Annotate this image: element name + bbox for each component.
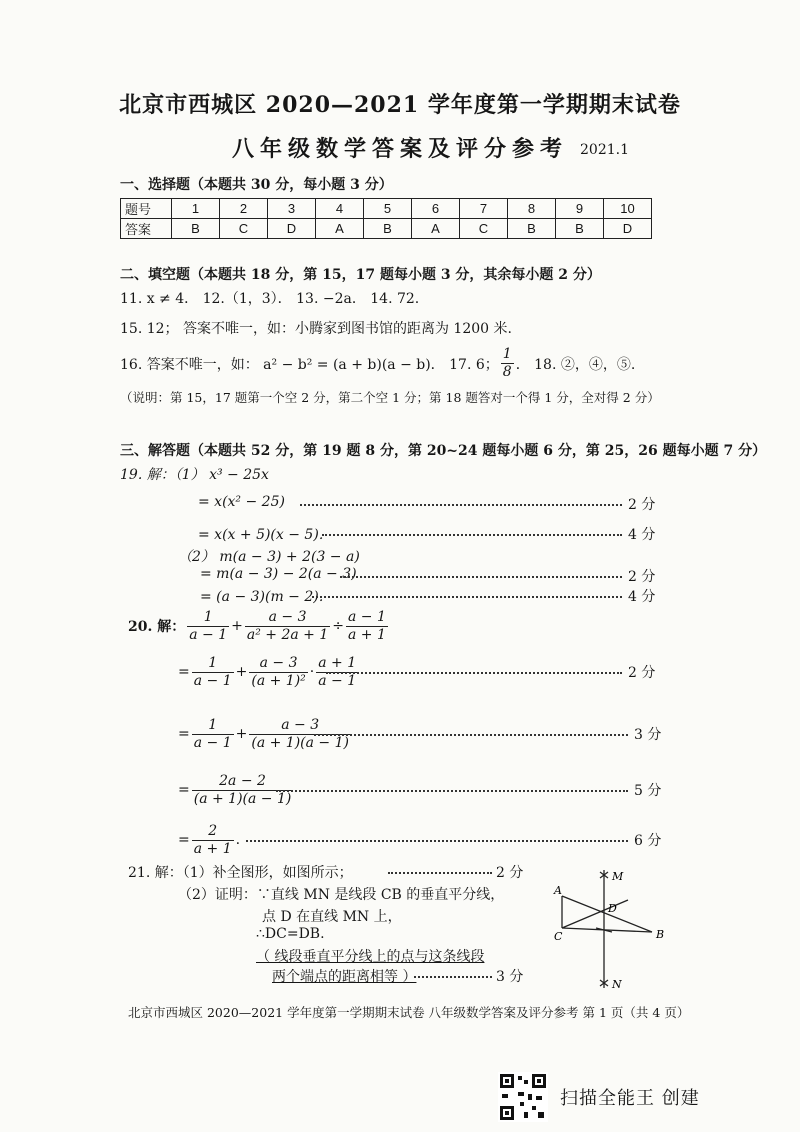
- fraction-numerator: a − 3: [259, 654, 298, 671]
- segment-ab: [562, 896, 652, 932]
- q19-part2: （2） m(a − 3) + 2(3 − a): [178, 549, 360, 565]
- label-n: N: [612, 978, 622, 991]
- table-cell: 4: [316, 199, 364, 219]
- table-cell: B: [508, 219, 556, 239]
- table-cell: D: [268, 219, 316, 239]
- fraction-denominator: 8: [502, 364, 512, 380]
- q20-expression: [128, 606, 390, 646]
- fraction-numerator: 2: [208, 822, 218, 839]
- q21-line1: 21. 解：（1）补全图形，如图所示；: [128, 865, 353, 881]
- score-leader: [300, 504, 622, 508]
- score-label: 3 分: [634, 727, 662, 743]
- table-cell: 3: [268, 199, 316, 219]
- table-cell: 6: [412, 199, 460, 219]
- score-leader: [322, 534, 622, 538]
- table-row-label: 答案: [121, 219, 172, 239]
- table-cell: 9: [556, 199, 604, 219]
- table-row-answers: [121, 219, 652, 239]
- table-cell: D: [604, 219, 652, 239]
- divide-sign: ÷: [332, 618, 344, 634]
- fraction-numerator: a + 1: [318, 654, 357, 671]
- section3-heading: 三、解答题（本题共 52 分，第 19 题 8 分，第 20~24 题每小题 6 分，第 25，26 题每小题 7 分）: [120, 443, 767, 459]
- table-cell: 2: [220, 199, 268, 219]
- q20-label: 20. 解：: [128, 619, 186, 635]
- q19-step2: = x(x + 5)(x − 5)．: [198, 527, 333, 543]
- table-row-numbers: [121, 199, 652, 219]
- fraction: [249, 655, 307, 690]
- label-b: B: [656, 928, 665, 941]
- section2-heading: 二、填空题（本题共 18 分，第 15，17 题每小题 3 分，其余每小题 2 分）: [120, 267, 601, 283]
- page-title: 北京市西城区 2020—2021 学年度第一学期期末试卷: [119, 92, 681, 118]
- table-cell: B: [556, 219, 604, 239]
- fraction: [187, 609, 229, 644]
- equals-sign: =: [178, 726, 190, 742]
- section1-heading: 一、选择题（本题共 30 分，每小题 3 分）: [120, 177, 393, 193]
- score-leader: [414, 976, 492, 980]
- period-sign: .: [235, 832, 241, 848]
- fraction-denominator: a + 1: [193, 840, 232, 857]
- score-leader: [314, 734, 628, 738]
- answer-line-18-text: ． 18. ②，④，⑤.: [515, 356, 636, 373]
- score-label: 6 分: [634, 833, 662, 849]
- answer-table: [120, 198, 652, 239]
- score-leader: [388, 872, 492, 876]
- equals-sign: =: [178, 782, 190, 798]
- label-a: A: [554, 884, 562, 897]
- q19-step3: = m(a − 3) − 2(a − 3): [200, 566, 357, 582]
- score-label: 2 分: [496, 865, 524, 881]
- table-cell: A: [412, 219, 460, 239]
- q21-line6: 两个端点的距离相等 ）: [272, 969, 417, 985]
- fraction-numerator: 1: [502, 346, 512, 362]
- segment-cb: [562, 928, 652, 932]
- equals-sign: =: [178, 664, 190, 680]
- score-label: 5 分: [634, 783, 662, 799]
- q21-line4: ∴DC=DB.: [256, 926, 325, 942]
- fraction-denominator: (a + 1)²: [251, 672, 306, 689]
- score-label: 2 分: [628, 497, 656, 513]
- table-row-label: 题号: [121, 199, 172, 219]
- table-cell: 7: [460, 199, 508, 219]
- table-cell: C: [460, 219, 508, 239]
- fraction: [192, 823, 234, 858]
- fraction-numerator: 1: [208, 716, 218, 733]
- score-leader: [246, 840, 628, 844]
- scoring-note: （说明：第 15，17 题第一个空 2 分，第二个空 1 分；第 18 题答对一个得 1 分，全对得 2 分）: [120, 390, 660, 405]
- score-leader: [326, 672, 622, 676]
- dot-sign: ·: [309, 664, 315, 680]
- fraction-denominator: a − 1: [189, 626, 228, 643]
- fraction-numerator: a − 3: [281, 716, 320, 733]
- page-footer: 北京市西城区 2020—2021 学年度第一学期期末试卷 八年级数学答案及评分参考 第 1 页（共 4 页）: [128, 1005, 690, 1020]
- table-cell: 5: [364, 199, 412, 219]
- table-cell: C: [220, 219, 268, 239]
- table-cell: 8: [508, 199, 556, 219]
- q19-step4: = (a − 3)(m − 2)．: [200, 589, 333, 605]
- scanner-watermark-text: 扫描全能王 创建: [560, 1088, 700, 1109]
- fraction-denominator: (a + 1)(a − 1): [251, 734, 349, 751]
- table-cell: 1: [172, 199, 220, 219]
- score-label: 3 分: [496, 969, 524, 985]
- answer-line-11: 11. x ≠ 4． 12.（1，3）． 13. −2a． 14. 72.: [120, 291, 420, 307]
- label-m: M: [612, 870, 624, 883]
- answer-line-16: [120, 346, 635, 381]
- q20-step4: [178, 820, 240, 860]
- fraction-denominator: a − 1: [193, 672, 232, 689]
- page-subtitle: 八年级数学答案及评分参考: [232, 136, 569, 162]
- q19-step1: = x(x² − 25): [198, 494, 285, 510]
- score-leader: [340, 576, 622, 580]
- fraction: [501, 346, 514, 381]
- fraction-numerator: 1: [208, 654, 218, 671]
- score-label: 4 分: [628, 527, 656, 543]
- q19-label: 19. 解：（1） x³ − 25x: [120, 467, 269, 483]
- fraction-numerator: a − 1: [347, 608, 386, 625]
- qr-code-icon: [498, 1072, 548, 1122]
- table-cell: B: [172, 219, 220, 239]
- plus-sign: +: [235, 726, 248, 742]
- table-cell: A: [316, 219, 364, 239]
- plus-sign: +: [231, 618, 243, 634]
- table-cell: B: [364, 219, 412, 239]
- fraction-numerator: 2a − 2: [219, 772, 266, 789]
- answer-line-15: 15. 12； 答案不唯一，如：小腾家到图书馆的距离为 1200 米.: [120, 321, 512, 337]
- fraction: [192, 655, 234, 690]
- fraction: [192, 717, 234, 752]
- q21-line3: 点 D 在直线 MN 上，: [262, 909, 402, 925]
- fraction-numerator: a − 3: [268, 608, 307, 625]
- plus-sign: +: [235, 664, 248, 680]
- exam-date: 2021.1: [580, 142, 629, 158]
- segment-cd: [562, 900, 628, 928]
- score-leader: [276, 790, 628, 794]
- table-cell: 10: [604, 199, 652, 219]
- score-label: 2 分: [628, 665, 656, 681]
- q21-line2: （2）证明：∵直线 MN 是线段 CB 的垂直平分线，: [178, 887, 505, 903]
- fraction: [245, 609, 330, 644]
- fraction-denominator: (a + 1)(a − 1): [193, 790, 292, 807]
- label-d: D: [608, 902, 617, 915]
- equals-sign: =: [178, 832, 190, 848]
- score-label: 4 分: [628, 589, 656, 605]
- label-c: C: [554, 930, 563, 943]
- fraction-denominator: a² + 2a + 1: [246, 626, 329, 643]
- fraction-denominator: a − 1: [318, 672, 357, 689]
- fraction-denominator: a − 1: [193, 734, 232, 751]
- fraction: [346, 609, 388, 644]
- answer-line-16-text: 16. 答案不唯一，如： a² − b² = (a + b)(a − b)． 17. 6；: [120, 356, 499, 373]
- fraction-denominator: a + 1: [347, 626, 386, 643]
- q21-line5: （ 线段垂直平分线上的点与这条线段: [256, 949, 485, 965]
- fraction-numerator: 1: [203, 608, 213, 625]
- score-label: 2 分: [628, 569, 656, 585]
- score-leader: [312, 596, 622, 600]
- geometry-figure: [540, 862, 680, 994]
